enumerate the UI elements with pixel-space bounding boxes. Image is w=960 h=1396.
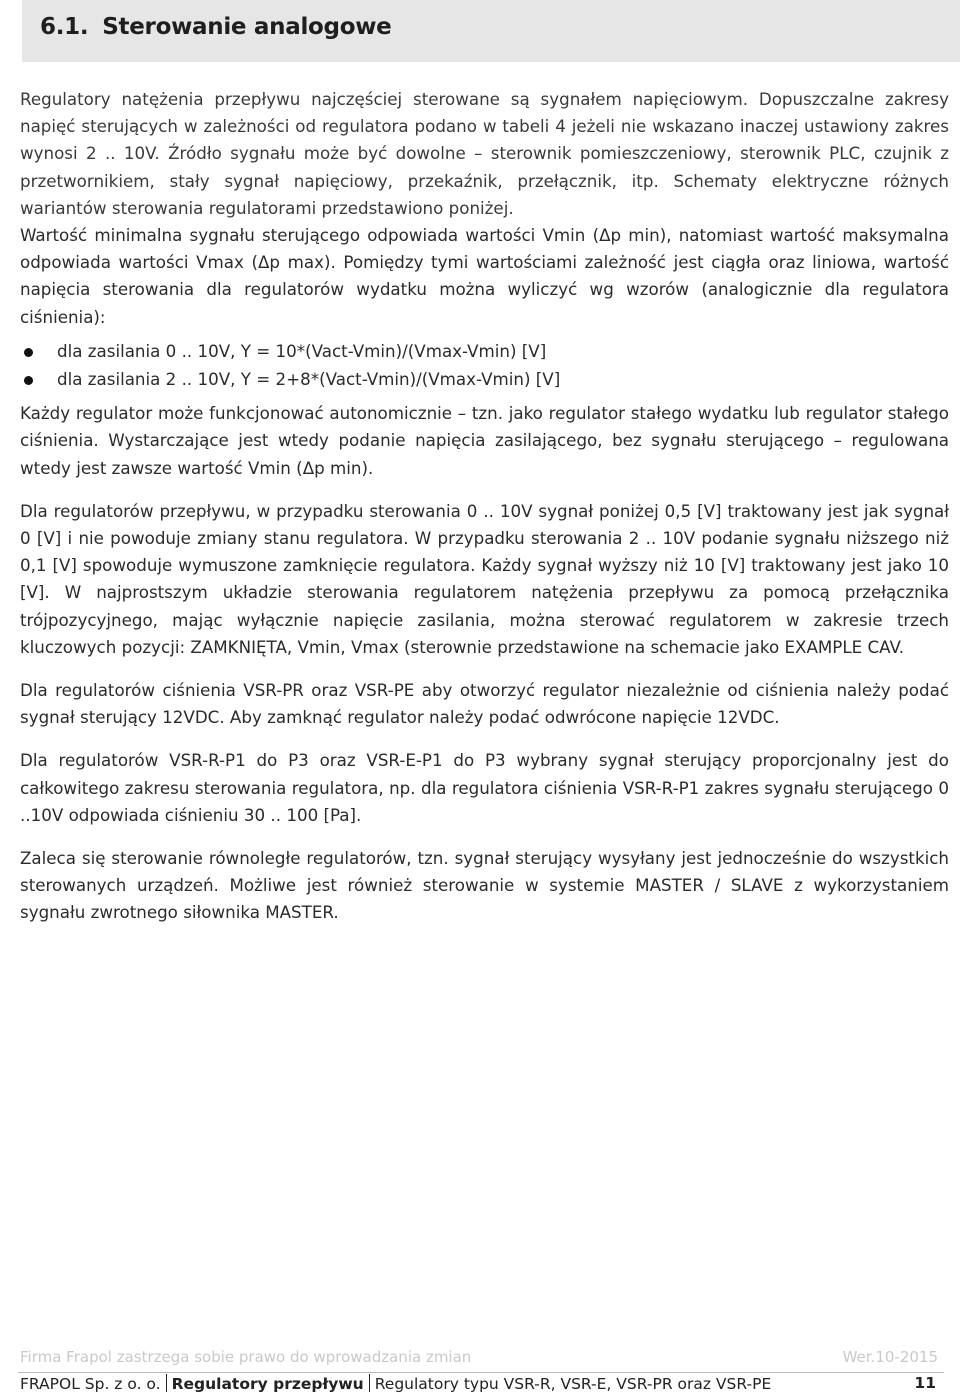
section-title: Sterowanie analogowe bbox=[102, 14, 392, 40]
paragraph-intro-text-2: Źródło sygnału może być dowolne – sterownik pomieszczeniowy, sterownik PLC, czujnik z przetwornikiem, stały sygnał napięciowy, przekaźnik, przełącznik, itp. Schematy elektryczne różnych wariantów sterowania regulatorami przedstawiono poniżej. bbox=[20, 143, 949, 218]
section-heading-bar bbox=[22, 0, 960, 62]
paragraph-pressure-regulators: Dla regulatorów ciśnienia VSR-PR oraz VSR-PE aby otworzyć regulator niezależnie od ciśnienia należy podać sygnał sterujący 12VDC. Aby zamknąć regulator należy podać odwrócone napięcie 12VDC. bbox=[20, 680, 949, 728]
footer-separator bbox=[369, 1374, 370, 1392]
paragraph-proportional-signal: Dla regulatorów VSR-R-P1 do P3 oraz VSR-E-P1 do P3 wybrany sygnał sterujący proporcjonalny jest do całkowitego zakresu sterowania regulatora, np. dla regulatora ciśnienia VSR-R-P1 zakres sygnału sterującego 0 ..10V odpowiada ciśnieniu 30 .. 100 [Pa]. bbox=[20, 750, 949, 825]
bullet-icon bbox=[24, 348, 33, 357]
disclaimer-text: Firma Frapol zastrzega sobie prawo do wprowadzania zmian bbox=[20, 1348, 472, 1366]
version-label: Wer.10-2015 bbox=[842, 1348, 938, 1366]
list-item bbox=[20, 366, 949, 393]
footer-disclaimer bbox=[20, 1348, 940, 1366]
section-number: 6.1. bbox=[40, 14, 89, 40]
document-body bbox=[20, 86, 949, 927]
footer-separator bbox=[166, 1374, 167, 1392]
paragraph-autonomous: Każdy regulator może funkcjonować autonomicznie – tzn. jako regulator stałego wydatku lub regulator stałego ciśnienia. Wystarczające jest wtedy podanie napięcia zasilającego, bez sygnału sterującego – regulowana wtedy jest zawsze wartość Vmin (Δp min). bbox=[20, 403, 949, 478]
formula-text: dla zasilania 2 .. 10V, Y = 2+8*(Vact-Vmin)/(Vmax-Vmin) [V] bbox=[57, 369, 561, 390]
paragraph-parallel-control: Zaleca się sterowanie równoległe regulatorów, tzn. sygnał sterujący wysyłany jest jednocześnie do wszystkich sterowanych urządzeń. Możliwe jest również sterowanie w systemie MASTER / SLAVE z wykorzystaniem sygnału zwrotnego siłownika MASTER. bbox=[20, 848, 949, 923]
paragraph-intro bbox=[20, 86, 949, 222]
page-number: 11 bbox=[914, 1374, 936, 1392]
bullet-icon bbox=[24, 376, 33, 385]
footer-product: Regulatory typu VSR-R, VSR-E, VSR-PR oraz VSR-PE bbox=[374, 1375, 772, 1393]
section-heading bbox=[40, 14, 391, 40]
page-footer bbox=[20, 1374, 940, 1396]
formula-list bbox=[20, 338, 949, 393]
list-item bbox=[20, 338, 949, 365]
company-name: FRAPOL Sp. z o. o. bbox=[20, 1375, 161, 1393]
footer-section: Regulatory przepływu bbox=[171, 1375, 364, 1393]
paragraph-flow-regulators: Dla regulatorów przepływu, w przypadku sterowania 0 .. 10V sygnał poniżej 0,5 [V] traktowany jest jak sygnał 0 [V] i nie powoduje zmiany stanu regulatora. W przypadku sterowania 2 .. 10V podanie sygnału niższego niż 0,1 [V] spowoduje wymuszone zamknięcie regulatora. Każdy sygnał wyższy niż 10 [V] traktowany jest jako 10 [V]. W najprostszym układzie sterowania regulatorem natężenia przepływu za pomocą przełącznika trójpozycyjnego, mając wyłącznie napięcie zasilania, można sterować regulatorem w zakresie trzech kluczowych pozycji: ZAMKNIĘTA, Vmin, Vmax (sterownie przedstawione na schemacie jako EXAMPLE CAV. bbox=[20, 500, 949, 657]
paragraph-signal-range: Wartość minimalna sygnału sterującego odpowiada wartości Vmin (Δp min), natomiast wartość maksymalna odpowiada wartości Vmax (Δp max). Pomiędzy tymi wartościami zależność jest ciągła oraz liniowa, wartość napięcia sterowania dla regulatorów wydatku można wyliczyć wg wzorów (analogicznie dla regulatora ciśnienia): bbox=[20, 225, 949, 327]
paragraph-intro-text: Regulatory natężenia przepływu najczęściej sterowane są sygnałem napięciowym. Dopuszczalne zakresy napięć sterujących w zależności od regulatora podano w tabeli 4 jeżeli nie wskazano inaczej ustawiony zakres wynosi 2 .. 10V. bbox=[20, 89, 949, 164]
formula-text: dla zasilania 0 .. 10V, Y = 10*(Vact-Vmin)/(Vmax-Vmin) [V] bbox=[57, 340, 547, 361]
footer-divider bbox=[18, 1372, 944, 1373]
